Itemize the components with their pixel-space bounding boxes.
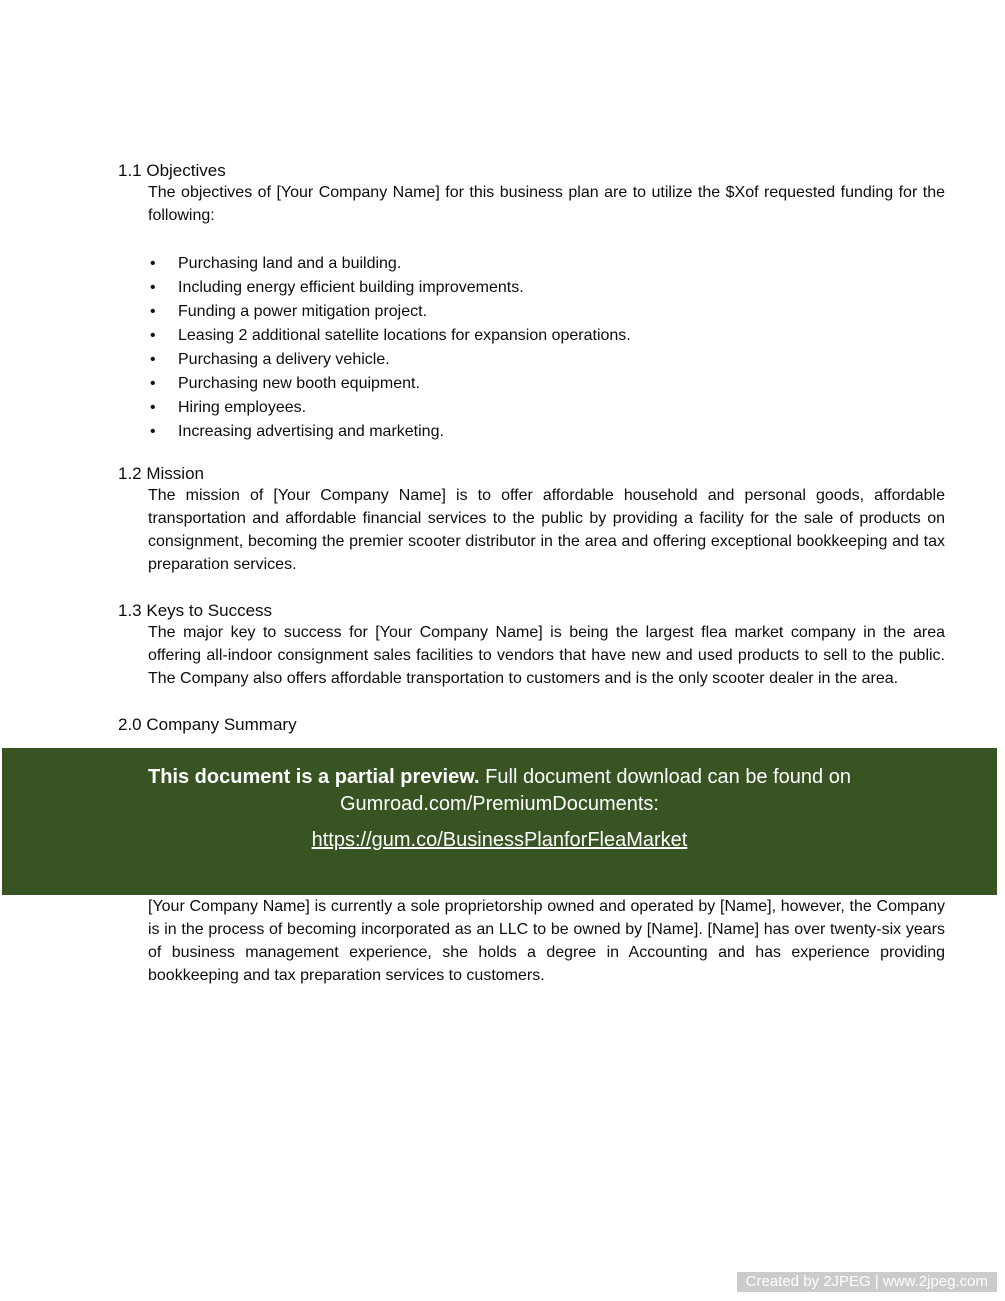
list-item: • Increasing advertising and marketing.	[150, 420, 945, 444]
heading-company-summary: 2.0 Company Summary	[118, 715, 297, 734]
list-item: • Leasing 2 additional satellite locations for expansion operations.	[150, 324, 945, 348]
list-item: • Funding a power mitigation project.	[150, 300, 945, 324]
preview-banner-bold-text: This document is a partial preview.	[148, 766, 480, 788]
partial-preview-banner	[2, 748, 997, 895]
preview-banner-regular-text: Full document download can be found on	[485, 766, 851, 788]
preview-banner-text-line2: Gumroad.com/PremiumDocuments:	[340, 793, 659, 815]
keys-to-success-paragraph: The major key to success for [Your Company Name] is being the largest flea market company in the area offering all-indoor consignment sales facilities to vendors that have new and used products to sell to the public. The Company also offers affordable transportation to customers and is the only scooter dealer in the area.	[148, 624, 945, 687]
heading-mission: 1.2 Mission	[118, 464, 204, 483]
list-item: • Purchasing land and a building.	[150, 252, 945, 276]
list-item: • Purchasing a delivery vehicle.	[150, 348, 945, 372]
heading-keys-to-success: 1.3 Keys to Success	[118, 601, 273, 620]
objectives-intro-paragraph: The objectives of [Your Company Name] for this business plan are to utilize the $Xof requested funding for the following:	[148, 184, 945, 224]
watermark-badge: Created by 2JPEG | www.2jpeg.com	[737, 1272, 997, 1292]
mission-paragraph: The mission of [Your Company Name] is to offer affordable household and personal goods, affordable transportation and affordable financial services to the public by providing a facility for the sale of products on consignment, becoming the premier scooter distributor in the area and offering exceptional bookkeeping and tax preparation services.	[148, 487, 945, 573]
gumroad-download-link[interactable]: https://gum.co/BusinessPlanforFleaMarket	[311, 829, 688, 851]
heading-objectives: 1.1 Objectives	[118, 161, 226, 180]
list-item: • Including energy efficient building improvements.	[150, 276, 945, 300]
objectives-bullet-list	[150, 252, 945, 444]
company-summary-paragraph: [Your Company Name] is currently a sole proprietorship owned and operated by [Name], however, the Company is in the process of becoming incorporated as an LLC to be owned by [Name]. [Name] has over twenty-six years of business management experience, she holds a degree in Accounting and has experience providing bookkeeping and tax preparation services to customers.	[148, 898, 945, 984]
preview-banner-text-line1	[2, 764, 997, 791]
list-item: • Hiring employees.	[150, 396, 945, 420]
document-body-continued	[0, 895, 1005, 987]
preview-banner-link-row	[2, 827, 997, 854]
list-item: • Purchasing new booth equipment.	[150, 372, 945, 396]
